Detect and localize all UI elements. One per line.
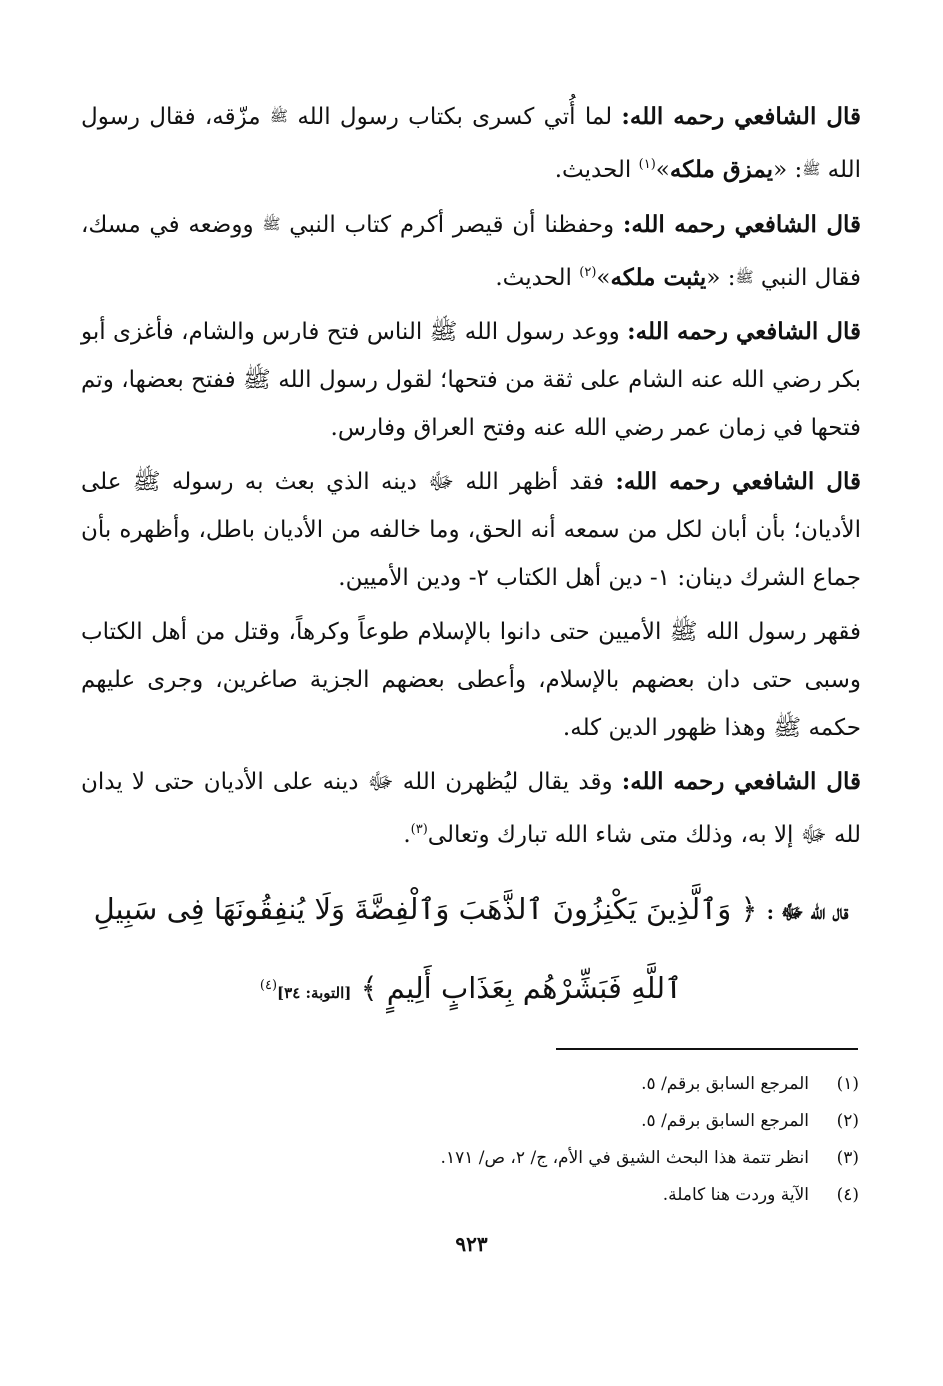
- footnote-number: (٣): [836, 1148, 859, 1168]
- footnote-number: (٢): [836, 1111, 859, 1131]
- quote-open: : «: [706, 265, 736, 291]
- footnote-item: [159, 1066, 859, 1103]
- hadith-quote: يمزق ملكه: [669, 156, 774, 183]
- paragraph-lead: قال الشافعي رحمه الله:: [621, 768, 861, 795]
- verse-text: ﴿ وَٱلَّذِينَ يَكْنِزُونَ ٱلذَّهَبَ وَٱلْفِضَّةَ وَلَا يُنفِقُونَهَا فِى سَبِيلِ ٱللَّهِ فَبَشِّرْهُم بِعَذَابٍ أَلِيمٍ ﴾: [93, 892, 758, 1005]
- hadith-quote: يثبت ملكه: [610, 264, 707, 291]
- footnote-ref: (١): [638, 157, 656, 172]
- footnote-ref: (٢): [579, 265, 597, 280]
- salutation-mark: ﷺ: [269, 107, 289, 125]
- quote-open: : «: [773, 157, 803, 183]
- salutation-mark: ﷺ: [262, 215, 281, 233]
- footnote-item: [159, 1103, 859, 1140]
- paragraph-lead: قال الشافعي رحمه الله:: [627, 318, 861, 345]
- paragraph-lead: قال الشافعي رحمه الله:: [622, 211, 862, 238]
- footnote-ref: (٤): [259, 978, 278, 993]
- paragraph-text: وقد يقال ليُظهرن الله ﷻ دينه على الأديان حتى لا يدان لله ﷻ إلا به، وذلك متى شاء الله تبارك وتعالى: [81, 769, 861, 848]
- paragraph-tail: .: [403, 822, 411, 848]
- quran-verse: [81, 872, 861, 1030]
- footnote-item: [159, 1177, 859, 1214]
- footnote-text: المرجع السابق برقم/ ٥.: [641, 1074, 809, 1094]
- paragraph-6: [81, 758, 861, 859]
- paragraph-1: [81, 92, 861, 194]
- paragraph-3: [81, 308, 861, 452]
- footnote-text: المرجع السابق برقم/ ٥.: [641, 1111, 809, 1131]
- footnotes: [159, 1066, 859, 1214]
- paragraph-text: لما أُتي كسرى بكتاب رسول الله: [297, 104, 613, 130]
- paragraph-text: ووضعه في مسك، فقال النبي: [81, 212, 861, 291]
- salutation-mark: ﷺ: [802, 160, 821, 178]
- footnote-text: انظر تتمة هذا البحث الشيق في الأم، ج/ ٢، ص/ ١٧١.: [440, 1148, 809, 1168]
- paragraph-text: فقهر رسول الله ﷺ الأميين حتى دانوا بالإسلام طوعاً وكرهاً، وقتل من أهل الكتاب وسبى حتى دان بعضهم بالإسلام، وأعطى بعضهم الجزية صاغرين، وجرى عليهم حكمه ﷺ وهذا ظهور الدين كله.: [81, 619, 862, 741]
- paragraph-2: [81, 200, 861, 302]
- paragraph-lead: قال الشافعي رحمه الله:: [615, 468, 861, 495]
- paragraph-text: الحديث.: [495, 265, 572, 291]
- paragraph-text: الحديث.: [554, 157, 632, 183]
- page-number: ٩٢٣: [455, 1232, 488, 1256]
- footnote-number: (٤): [836, 1185, 859, 1205]
- verse-intro: قال الله ﷻ :: [766, 900, 849, 924]
- main-text: [81, 92, 861, 865]
- footnote-divider: [556, 1048, 858, 1050]
- quote-close: »: [655, 157, 670, 183]
- salutation-mark: ﷺ: [735, 268, 754, 286]
- footnote-number: (١): [836, 1074, 859, 1094]
- paragraph-5: [81, 608, 861, 752]
- footnote-text: الآية وردت هنا كاملة.: [662, 1185, 809, 1205]
- quote-close: »: [596, 265, 611, 291]
- footnote-ref: (٣): [410, 822, 428, 837]
- paragraph-text: مزّقه، فقال رسول الله: [81, 104, 861, 183]
- paragraph-text: فقد أظهر الله ﷻ دينه الذي بعث به رسوله ﷺ على الأديان؛ بأن أبان لكل من سمعه أنه الحق، وما خالفه من الأديان باطل، وأظهره بأن جماع الشرك دينان: ١- دين أهل الكتاب ٢- ودين الأميين.: [81, 469, 861, 591]
- paragraph-text: ووعد رسول الله ﷺ الناس فتح فارس والشام، فأغزى أبو بكر رضي الله عنه الشام على ثقة من فتحها؛ لقول رسول الله ﷺ ففتح بعضها، وتم فتحها في زمان عمر رضي الله عنه وفتح العراق وفارس.: [81, 319, 861, 441]
- verse-reference: [التوبة: ٣٤]: [277, 984, 352, 1002]
- paragraph-text: وحفظنا أن قيصر أكرم كتاب النبي: [289, 212, 615, 238]
- footnote-item: [159, 1140, 859, 1177]
- paragraph-lead: قال الشافعي رحمه الله:: [621, 103, 862, 130]
- paragraph-4: [81, 458, 861, 602]
